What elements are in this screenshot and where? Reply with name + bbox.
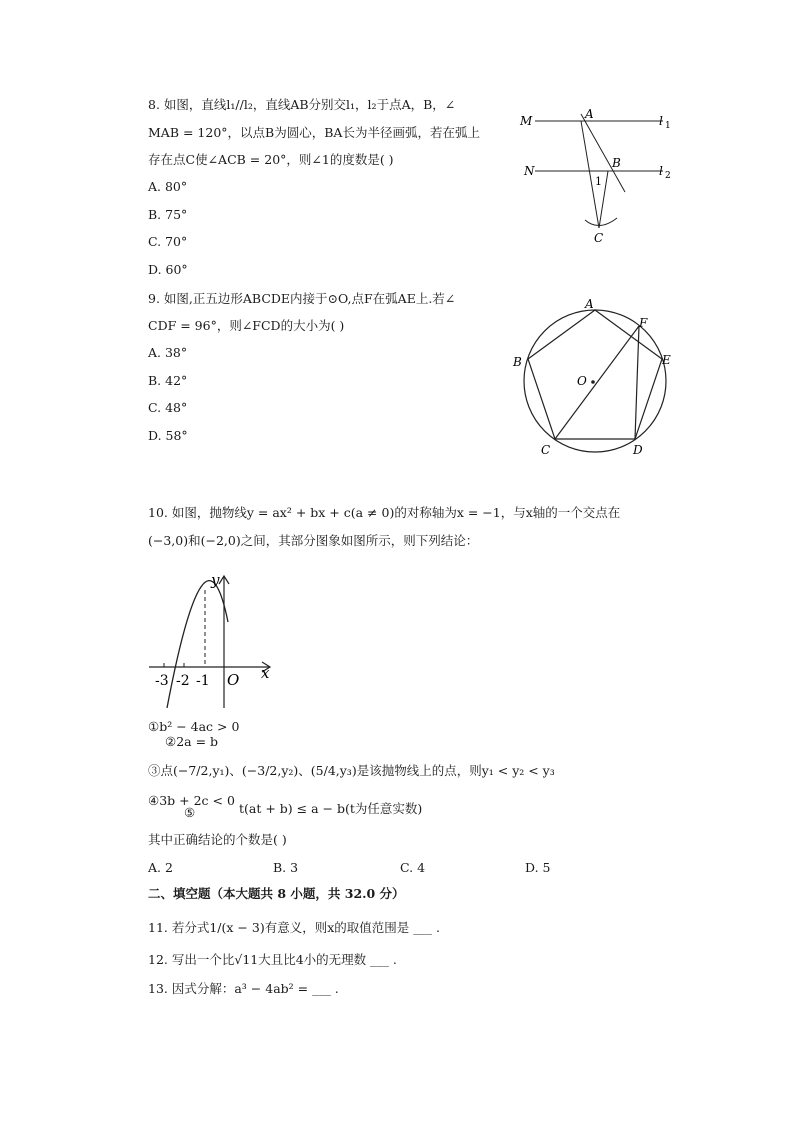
origin-label: O — [227, 671, 240, 689]
label-a: A — [585, 107, 594, 121]
segment-cf — [555, 326, 639, 439]
q10-conclusion-1: ①b² − 4ac > 0 — [148, 719, 240, 734]
q8-option-d: D. 60° — [148, 262, 188, 277]
label-d: D — [633, 443, 643, 457]
label-e: E — [662, 353, 671, 367]
q10-conclusion-4: ④3b + 2c < 0 — [148, 793, 235, 808]
label-c: C — [541, 443, 551, 457]
q10-conclusion-5: t(at + b) ≤ a − b(t为任意实数) — [239, 801, 423, 816]
label-l2: l — [659, 164, 663, 178]
section-2-heading: 二、填空题（本大题共 8 小题，共 32.0 分） — [148, 886, 405, 901]
q13-text: 13. 因式分解：a³ − 4ab² = ___ . — [148, 981, 339, 996]
q9-option-d: D. 58° — [148, 428, 188, 443]
label-f: F — [639, 316, 648, 330]
q10-option-b: B. 3 — [273, 860, 299, 875]
label-l1-sub: 1 — [665, 121, 671, 131]
line-ab — [581, 114, 625, 192]
q9-stem-line2: CDF = 96°，则∠FCD的大小为( ) — [148, 318, 345, 333]
q10-figure-parabola — [145, 568, 275, 708]
q10-conclusion-2: ②2a = b — [165, 734, 219, 749]
label-c: C — [594, 231, 604, 245]
x-axis-label: x — [261, 664, 270, 682]
q9-option-b: B. 42° — [148, 373, 188, 388]
q8-stem-line2: MAB = 120°，以点B为圆心，BA长为半径画弧，若在弧上 — [148, 125, 480, 140]
tick-label-neg1: -1 — [196, 673, 210, 689]
q11-text: 11. 若分式1/(x − 3)有意义，则x的取值范围是 ___ . — [148, 920, 440, 935]
q8-option-b: B. 75° — [148, 207, 188, 222]
label-n: N — [524, 164, 535, 178]
tick-label-neg3: -3 — [155, 673, 169, 689]
segment-df — [635, 326, 639, 439]
q9-option-a: A. 38° — [148, 345, 188, 360]
q10-option-c: C. 4 — [400, 860, 426, 875]
q8-option-c: C. 70° — [148, 234, 188, 249]
q8-option-a: A. 80° — [148, 179, 188, 194]
q10-option-a: A. 2 — [148, 860, 173, 875]
q9-option-c: C. 48° — [148, 400, 188, 415]
q10-stem-line2: (−3,0)和(−2,0)之间，其部分图象如图所示，则下列结论： — [148, 533, 479, 548]
label-a: A — [585, 297, 594, 311]
arc — [585, 218, 617, 226]
label-m: M — [520, 114, 533, 128]
q10-option-d: D. 5 — [525, 860, 551, 875]
q10-conclusion-5-marker: ⑤ — [184, 805, 196, 820]
label-b: B — [612, 156, 621, 170]
q8-stem-line1: 8. 如图，直线l₁//l₂，直线AB分别交l₁，l₂于点A，B，∠ — [148, 97, 456, 112]
label-angle-1: 1 — [595, 175, 602, 188]
label-b: B — [513, 355, 522, 369]
q10-prompt: 其中正确结论的个数是( ) — [148, 832, 287, 847]
label-o: O — [577, 374, 587, 388]
q10-conclusion-3: ③点(−7/2,y₁)、(−3/2,y₂)、(5/4,y₃)是该抛物线上的点，则y₁ < y₂ < y₃ — [148, 763, 555, 778]
center-dot — [591, 380, 595, 384]
tick-label-neg2: -2 — [176, 673, 190, 689]
q9-stem-line1: 9. 如图,正五边形ABCDE内接于⊙O,点F在弧AE上.若∠ — [148, 291, 456, 306]
q10-stem-line1: 10. 如图，抛物线y = ax² + bx + c(a ≠ 0)的对称轴为x = −1，与x轴的一个交点在 — [148, 505, 621, 520]
q8-stem-line3: 存在点C使∠ACB = 20°，则∠1的度数是( ) — [148, 152, 394, 167]
label-l1: l — [659, 114, 663, 128]
q8-figure-parallel-lines — [515, 100, 685, 250]
q12-text: 12. 写出一个比√11大且比4小的无理数 ___ . — [148, 952, 397, 967]
y-axis-label: y — [211, 571, 220, 589]
label-l2-sub: 2 — [665, 171, 671, 181]
q9-figure-pentagon-circle — [505, 296, 680, 461]
circle-o — [524, 310, 666, 452]
